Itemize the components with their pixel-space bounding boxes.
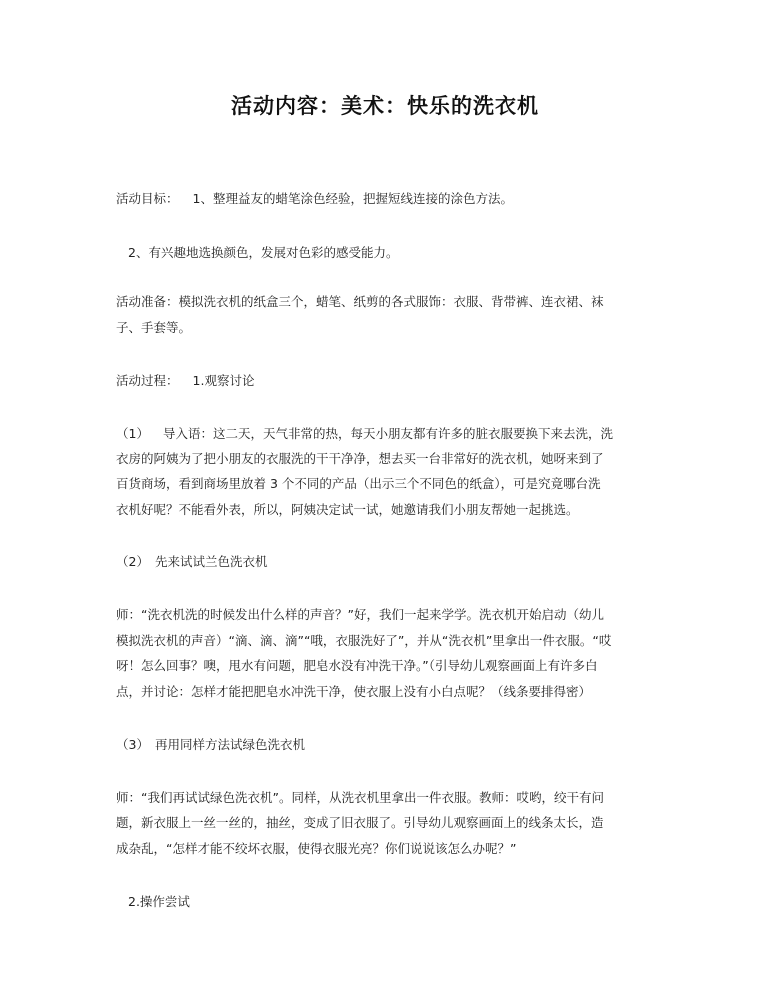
page-title: 活动内容：美术：快乐的洗衣机 bbox=[231, 93, 539, 118]
para1-line-3: 百货商场，看到商场里放着 3 个不同的产品（出示三个不同色的纸盒），可是究竟哪台洗 bbox=[116, 476, 601, 491]
para1-line-2: 衣房的阿姨为了把小朋友的衣服洗的干干净净，想去买一台非常好的洗衣机，她呀来到了 bbox=[116, 451, 604, 466]
para3-line-2: 题，新衣服上一丝一丝的，抽丝，变成了旧衣服了。引导幼儿观察画面上的线条太长，造 bbox=[116, 815, 604, 830]
para3-num: （3） bbox=[116, 737, 149, 752]
process-step-1: 1.观察讨论 bbox=[192, 373, 255, 388]
para3-line-3: 成杂乱，“怎样才能不绞坏衣服，使得衣服光亮？你们说说该怎么办呢？” bbox=[116, 841, 517, 856]
para2-line-3: 呀！怎么回事？噢，甩水有问题，肥皂水没有冲洗干净。”（引导幼儿观察画面上有许多白 bbox=[116, 658, 598, 673]
goal-line bbox=[116, 186, 656, 212]
para2-num: （2） bbox=[116, 554, 149, 569]
para1-line-4: 衣机好呢？不能看外表，所以，阿姨决定试一试，她邀请我们小朋友帮她一起挑选。 bbox=[116, 502, 579, 517]
goal-label: 活动目标： bbox=[116, 191, 179, 206]
para2-heading bbox=[116, 549, 656, 575]
para3-line-1: 师：“我们再试试绿色洗衣机”。同样，从洗衣机里拿出一件衣服。教师：哎哟，绞干有问 bbox=[116, 790, 604, 805]
step-2-heading: 2.操作尝试 bbox=[128, 894, 190, 909]
para1-line-1 bbox=[116, 421, 656, 447]
process-label: 活动过程： bbox=[116, 373, 179, 388]
goal-item-1: 1、整理益友的蜡笔涂色经验，把握短线连接的涂色方法。 bbox=[192, 191, 513, 206]
goal-item-2: 2、有兴趣地选换颜色，发展对色彩的感受能力。 bbox=[128, 245, 399, 260]
para2-line-4: 点，并讨论：怎样才能把肥皂水冲洗干净，使衣服上没有小白点呢？（线条要排得密） bbox=[116, 684, 592, 699]
para1-num: （1） bbox=[116, 426, 149, 441]
para1-text-1: 导入语：这二天，天气非常的热，每天小朋友都有许多的脏衣服要换下来去洗，洗 bbox=[162, 426, 613, 441]
para2-title: 先来试试兰色洗衣机 bbox=[154, 554, 268, 569]
para2-line-1: 师：“洗衣机洗的时候发出什么样的声音？”好，我们一起来学学。洗衣机开始启动（幼儿 bbox=[116, 607, 604, 622]
para3-heading bbox=[116, 732, 656, 758]
para2-line-2: 模拟洗衣机的声音）“滴、滴、滴”“哦，衣服洗好了”，并从“洗衣机”里拿出一件衣服。“哎 bbox=[116, 633, 612, 648]
para3-title: 再用同样方法试绿色洗衣机 bbox=[154, 737, 305, 752]
process-line bbox=[116, 368, 656, 394]
prep-line-1: 活动准备：模拟洗衣机的纸盒三个，蜡笔、纸剪的各式服饰：衣服、背带裤、连衣裙、袜 bbox=[116, 294, 604, 309]
prep-line-2: 子、手套等。 bbox=[116, 320, 192, 335]
